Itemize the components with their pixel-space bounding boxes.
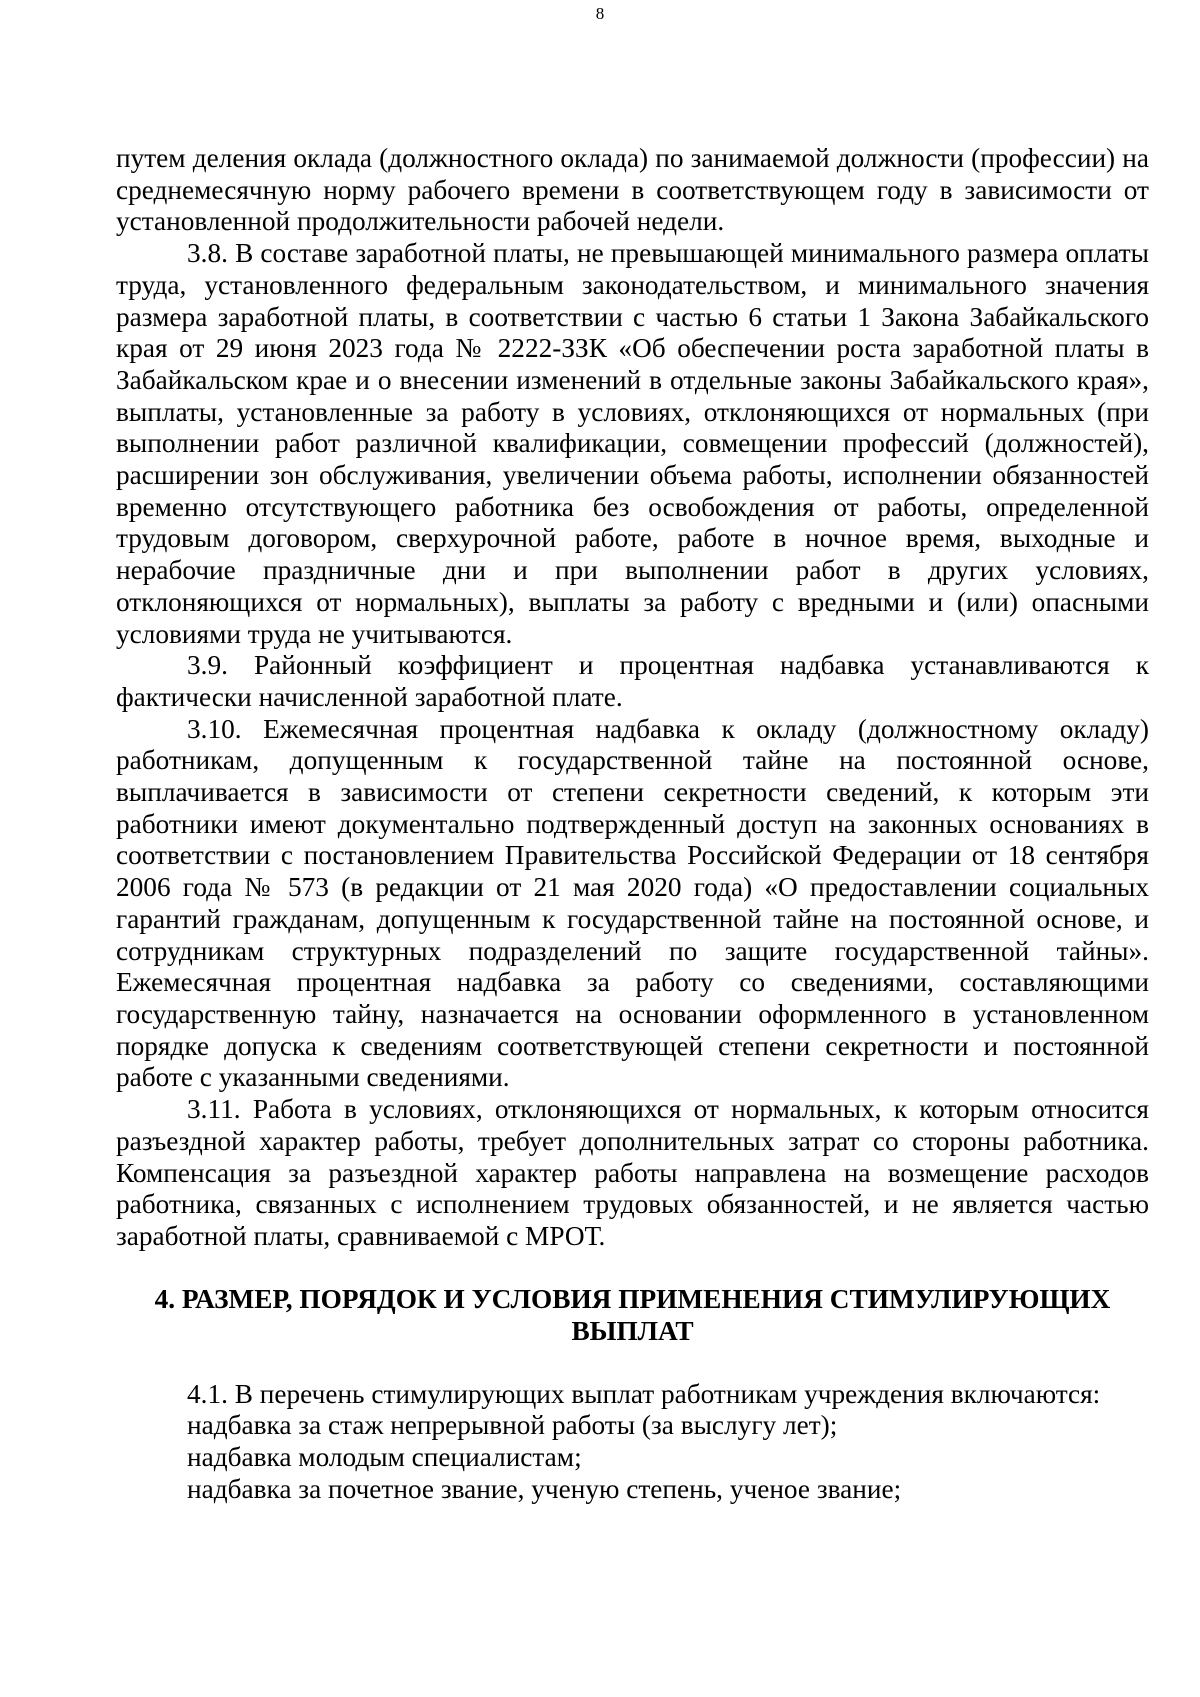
paragraph-3-9: 3.9. Районный коэффициент и процентная надбавка устанавливаются к фактически начисленной заработной плате.: [116, 650, 1149, 712]
paragraph-3-8: 3.8. В составе заработной платы, не превышающей минимального размера оплаты труда, установленного федеральным законодательством, и минимального значения размера заработной платы, в соответствии с частью 6 статьи 1 Закона Забайкальского края от 29 июня 2023 года № 2222-ЗЗК «Об обеспечении роста заработной платы в Забайкальском крае и о внесении изменений в отдельные законы Забайкальского края», выплаты, установленные за работу в условиях, отклоняющихся от нормальных (при выполнении работ различной квалификации, совмещении профессий (должностей), расширении зон обслуживания, увеличении объема работы, исполнении обязанностей временно отсутствующего работника без освобождения от работы, определенной трудовым договором, сверхурочной работе, работе в ночное время, выходные и нерабочие праздничные дни и при выполнении работ в других условиях, отклоняющихся от нормальных), выплаты за работу с вредными и (или) опасными условиями труда не учитываются.: [116, 238, 1149, 649]
page-number: 8: [595, 4, 605, 23]
paragraph-3-11: 3.11. Работа в условиях, отклоняющихся от нормальных, к которым относится разъездной характер работы, требует дополнительных затрат со стороны работника. Компенсация за разъездной характер работы направлена на возмещение расходов работника, связанных с исполнением трудовых обязанностей, и не является частью заработной платы, сравниваемой с МРОТ.: [116, 1094, 1149, 1251]
list-item: надбавка молодым специалистам;: [187, 1442, 582, 1473]
paragraph-4-1: 4.1. В перечень стимулирующих выплат работникам учреждения включаются:: [187, 1378, 1101, 1409]
section-4-heading: 4. РАЗМЕР, ПОРЯДОК И УСЛОВИЯ ПРИМЕНЕНИЯ СТИМУЛИРУЮЩИХ ВЫПЛАТ: [154, 1283, 1111, 1346]
paragraph-continuation: путем деления оклада (должностного оклада) по занимаемой должности (профессии) на среднемесячную норму рабочего времени в соответствующем году в зависимости от установленной продолжительности рабочей недели.: [116, 143, 1149, 237]
list-item: надбавка за почетное звание, ученую степень, ученое звание;: [187, 1473, 902, 1504]
list-item: надбавка за стаж непрерывной работы (за выслугу лет);: [187, 1410, 838, 1441]
paragraph-3-10: 3.10. Ежемесячная процентная надбавка к окладу (должностному окладу) работникам, допущенным к государственной тайне на постоянной основе, выплачивается в зависимости от степени секретности сведений, к которым эти работники имеют документально подтвержденный доступ на законных основаниях в соответствии с постановлением Правительства Российской Федерации от 18 сентября 2006 года № 573 (в редакции от 21 мая 2020 года) «О предоставлении социальных гарантий гражданам, допущенным к государственной тайне на постоянной основе, и сотрудникам структурных подразделений по защите государственной тайны». Ежемесячная процентная надбавка за работу со сведениями, составляющими государственную тайну, назначается на основании оформленного в установленном порядке допуска к сведениям соответствующей степени секретности и постоянной работе с указанными сведениями.: [116, 713, 1149, 1093]
document-body: [116, 143, 1149, 1505]
